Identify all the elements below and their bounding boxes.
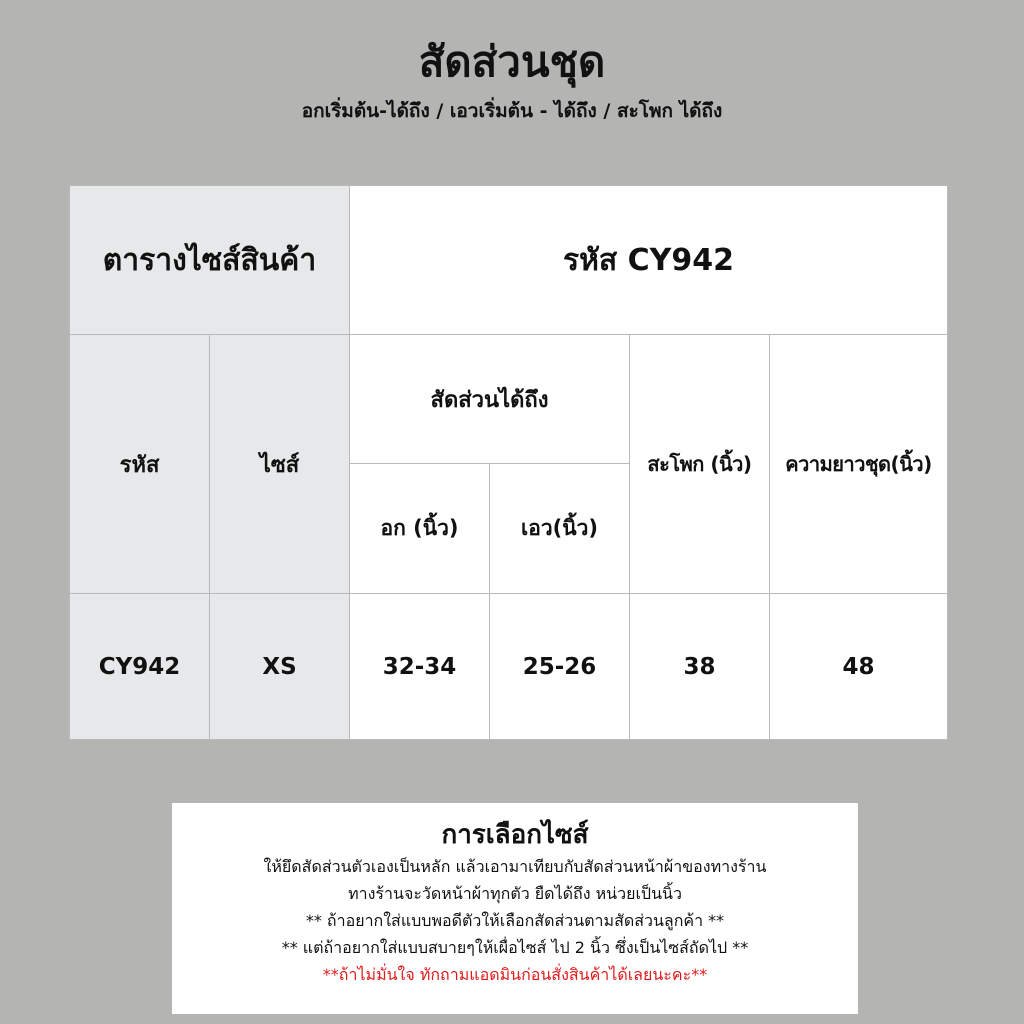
cell-size: XS (210, 594, 350, 740)
header-chest: อก (นิ้ว) (350, 464, 490, 594)
note-line: ทางร้านจะวัดหน้าผ้าทุกตัว ยืดได้ถึง หน่วยเป็นนิ้ว (348, 884, 682, 903)
cell-code: CY942 (70, 594, 210, 740)
cell-chest: 32-34 (350, 594, 490, 740)
size-chart-table (69, 185, 948, 740)
note-line: ** ถ้าอยากใส่แบบพอดีตัวให้เลือกสัดส่วนตามสัดส่วนลูกค้า ** (305, 911, 725, 930)
product-code-title-cell: รหัส CY942 (350, 186, 948, 335)
page-title: สัดส่วนชุด (418, 37, 606, 86)
cell-length: 48 (770, 594, 948, 740)
header-hip: สะโพก (นิ้ว) (630, 335, 770, 594)
page-subtitle: อกเริ่มต้น-ได้ถึง / เอวเริ่มต้น - ได้ถึง / สะโพก ได้ถึง (301, 100, 723, 122)
table-title-cell: ตารางไซส์สินค้า (70, 186, 350, 335)
note-line: ** แต่ถ้าอยากใส่แบบสบายๆให้เผื่อไซส์ ไป 2 นิ้ว ซึ่งเป็นไซส์ถัดไป ** (281, 938, 749, 957)
header-length: ความยาวชุด(นิ้ว) (770, 335, 948, 594)
note-warning: **ถ้าไม่มั่นใจ ทักถามแอดมินก่อนสั่งสินค้าได้เลยนะคะ** (322, 965, 708, 984)
note-line: ให้ยึดสัดส่วนตัวเองเป็นหลัก แล้วเอามาเทียบกับสัดส่วนหน้าผ้าของทางร้าน (263, 857, 767, 876)
cell-waist: 25-26 (490, 594, 630, 740)
header-measure-group: สัดส่วนได้ถึง (350, 335, 630, 464)
table-row (70, 594, 948, 740)
cell-hip: 38 (630, 594, 770, 740)
size-selection-notes (172, 803, 858, 1014)
header-size: ไซส์ (210, 335, 350, 594)
notes-title: การเลือกไซส์ (441, 820, 589, 850)
header-code: รหัส (70, 335, 210, 594)
header-waist: เอว(นิ้ว) (490, 464, 630, 594)
